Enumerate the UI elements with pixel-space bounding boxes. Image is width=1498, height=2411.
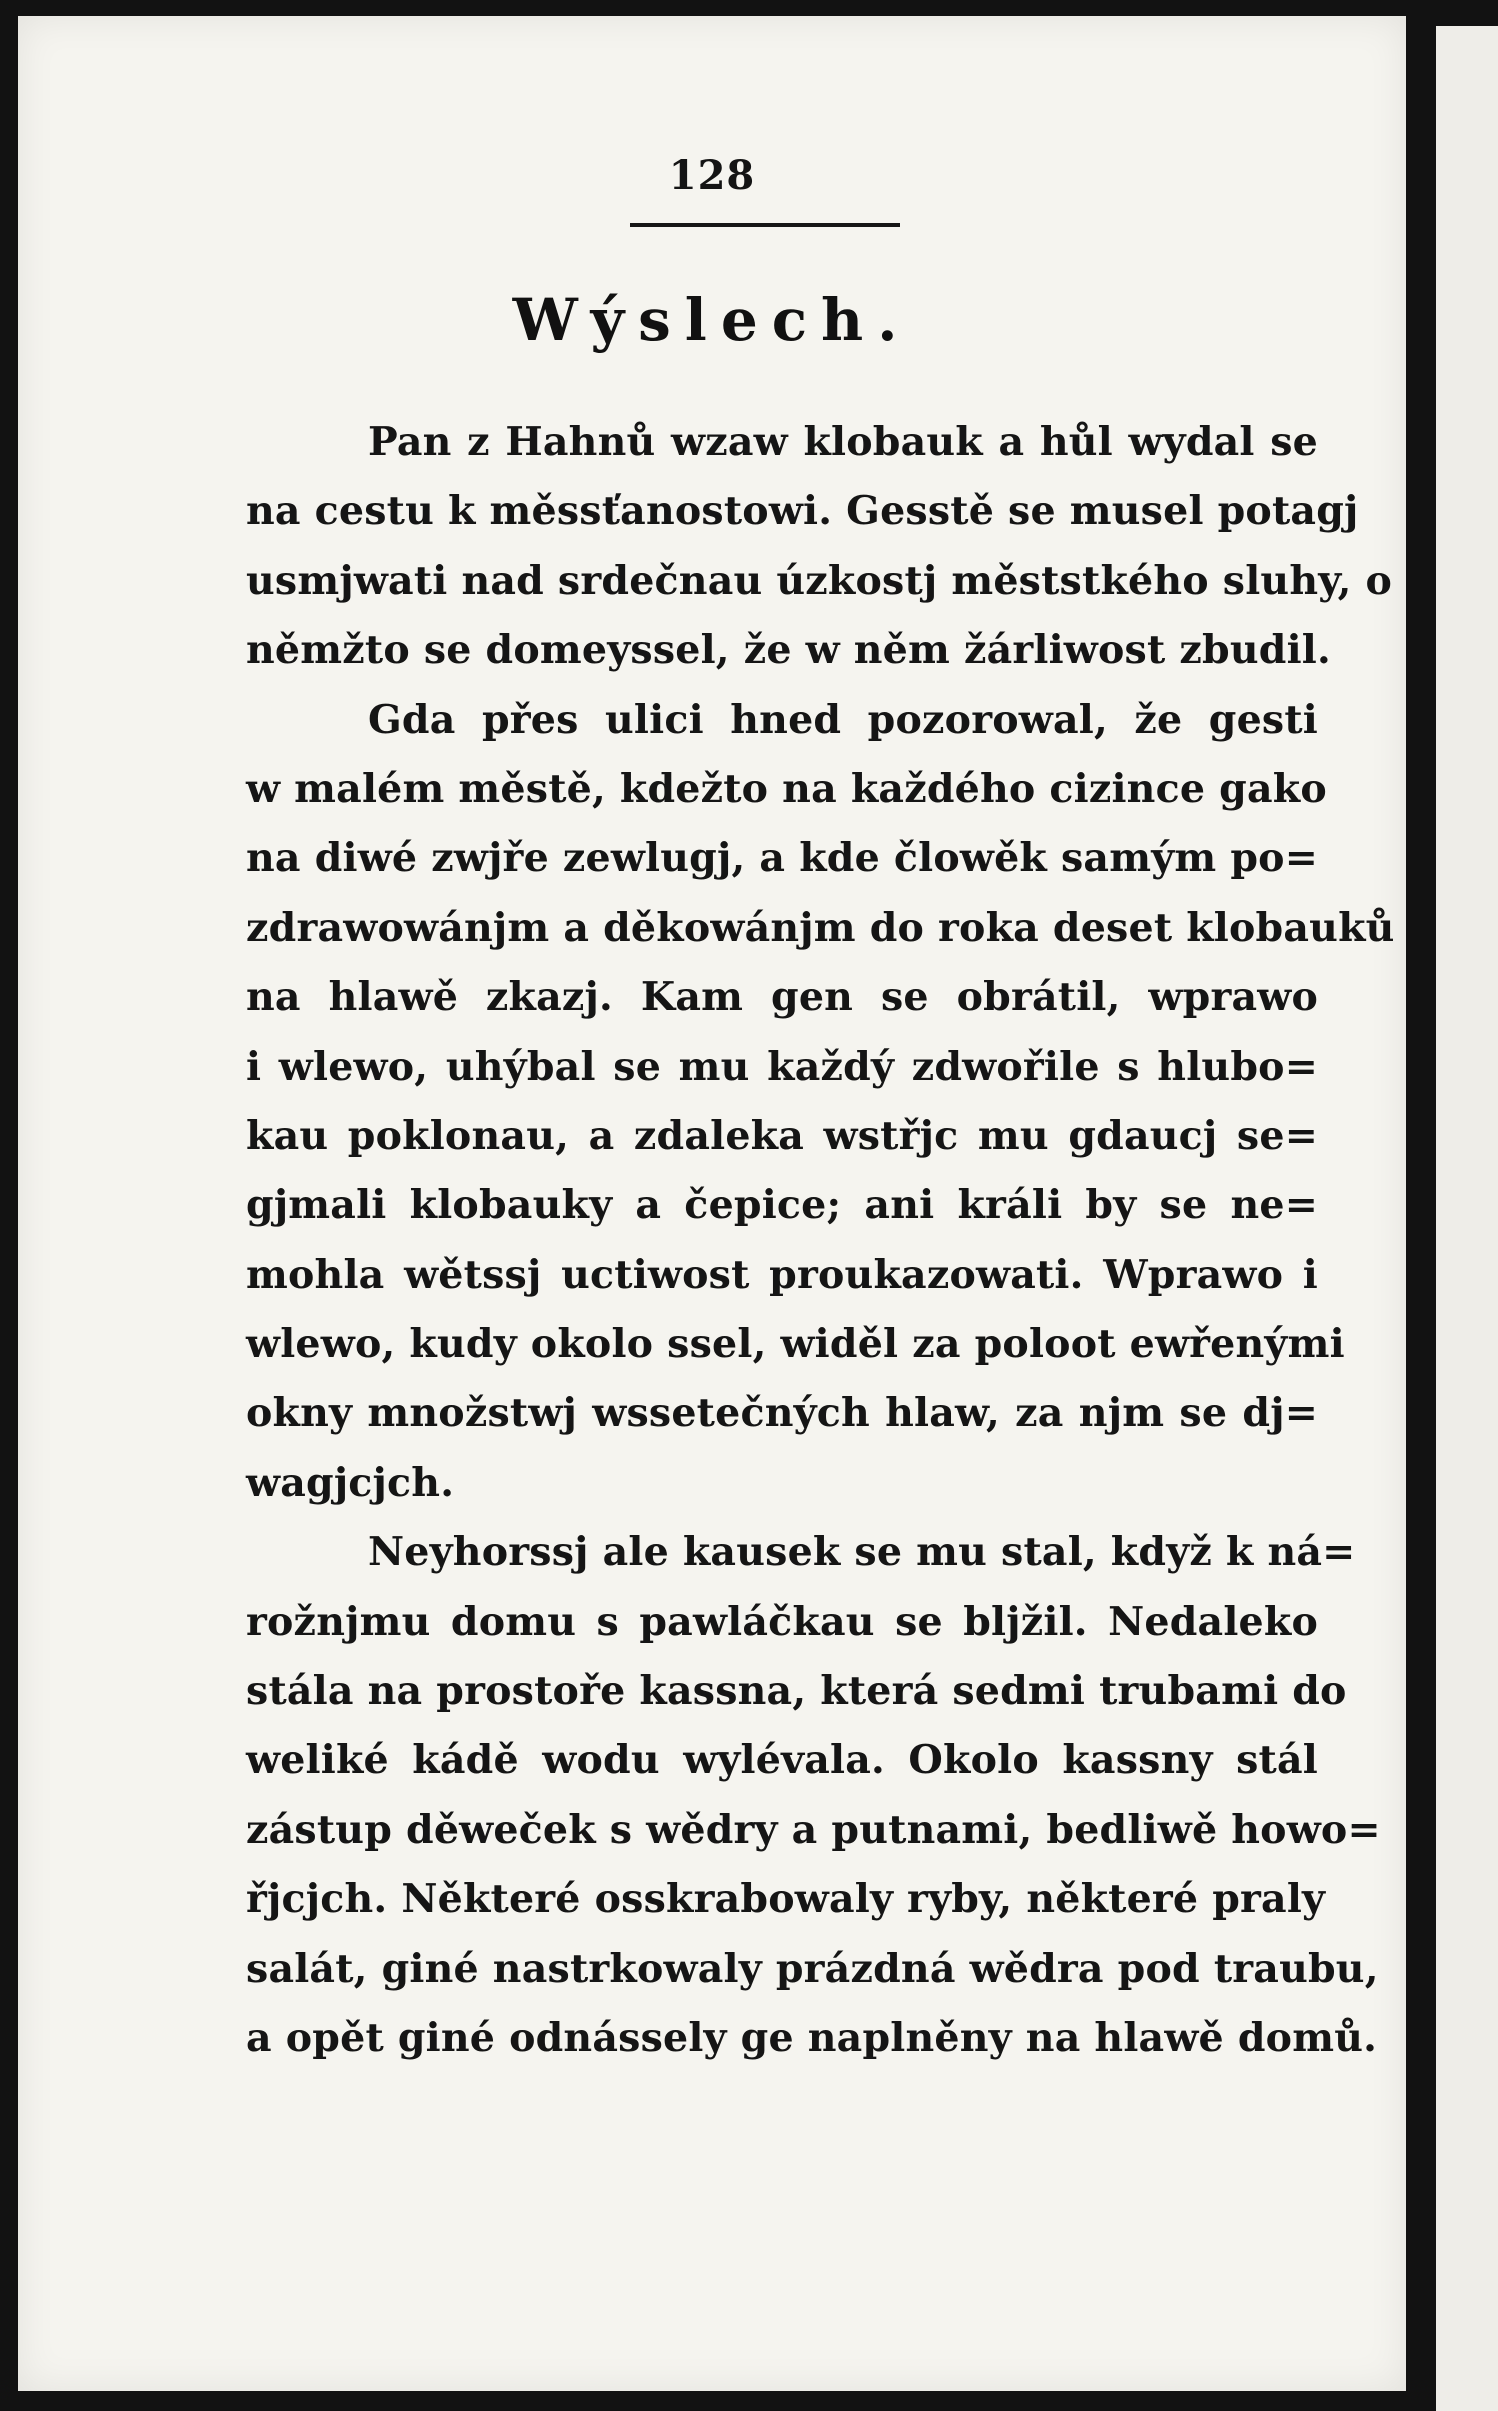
body-text	[246, 408, 1395, 2073]
text-line: wagjcjch.	[246, 1459, 455, 1506]
text-line: weliké kádě wodu wylévala. Okolo kassny stál	[246, 1737, 1318, 1784]
book-page	[18, 16, 1406, 2391]
text-line: Gda přes ulici hned pozorowal, že gesti	[368, 696, 1318, 743]
chapter-title: Wýslech.	[512, 286, 912, 354]
page-number: 128	[668, 152, 756, 199]
text-line: kau poklonau, a zdaleka wstřjc mu gdaucj se=	[246, 1112, 1318, 1159]
text-line: usmjwati nad srdečnau úzkostj měststkého sluhy, o	[246, 557, 1393, 604]
text-line: rožnjmu domu s pawláčkau se bljžil. Nedaleko	[246, 1598, 1318, 1645]
text-line: gjmali klobauky a čepice; ani králi by se ne=	[246, 1182, 1318, 1229]
header-rule	[630, 223, 900, 227]
text-line: řjcjch. Některé osskrabowaly ryby, některé praly	[246, 1876, 1326, 1923]
text-line: zdrawowánjm a děkowánjm do roka deset klobauků	[246, 904, 1395, 951]
text-line: a opět giné odnássely ge naplněny na hlawě domů.	[246, 2014, 1378, 2061]
text-line: na hlawě zkazj. Kam gen se obrátil, wprawo	[246, 974, 1318, 1021]
text-line: salát, giné nastrkowaly prázdná wědra pod traubu,	[246, 1945, 1379, 1992]
text-line: w malém městě, kdežto na každého cizince gako	[246, 765, 1327, 812]
text-line: na diwé zwjře zewlugj, a kde člowěk samým po=	[246, 835, 1318, 882]
adjacent-page-edge	[1436, 26, 1498, 2411]
text-line: wlewo, kudy okolo ssel, widěl za poloot ewřenými	[246, 1321, 1345, 1368]
text-line: mohla wětssj uctiwost proukazowati. Wprawo i	[246, 1251, 1318, 1298]
text-line: Pan z Hahnů wzaw klobauk a hůl wydal se	[368, 419, 1318, 465]
text-line: na cestu k měssťanostowi. Gesstě se musel potagj	[246, 488, 1359, 535]
text-line: němžto se domeyssel, že w něm žárliwost zbudil.	[246, 627, 1331, 674]
text-line: zástup děweček s wědry a putnami, bedliwě howo=	[246, 1806, 1381, 1853]
text-line: Neyhorssj ale kausek se mu stal, když k ná=	[368, 1529, 1356, 1576]
text-line: stála na prostoře kassna, která sedmi trubami do	[246, 1668, 1347, 1715]
text-line: okny množstwj wssetečných hlaw, za njm se dj=	[246, 1390, 1318, 1437]
text-line: i wlewo, uhýbal se mu každý zdwořile s hlubo=	[246, 1043, 1318, 1090]
